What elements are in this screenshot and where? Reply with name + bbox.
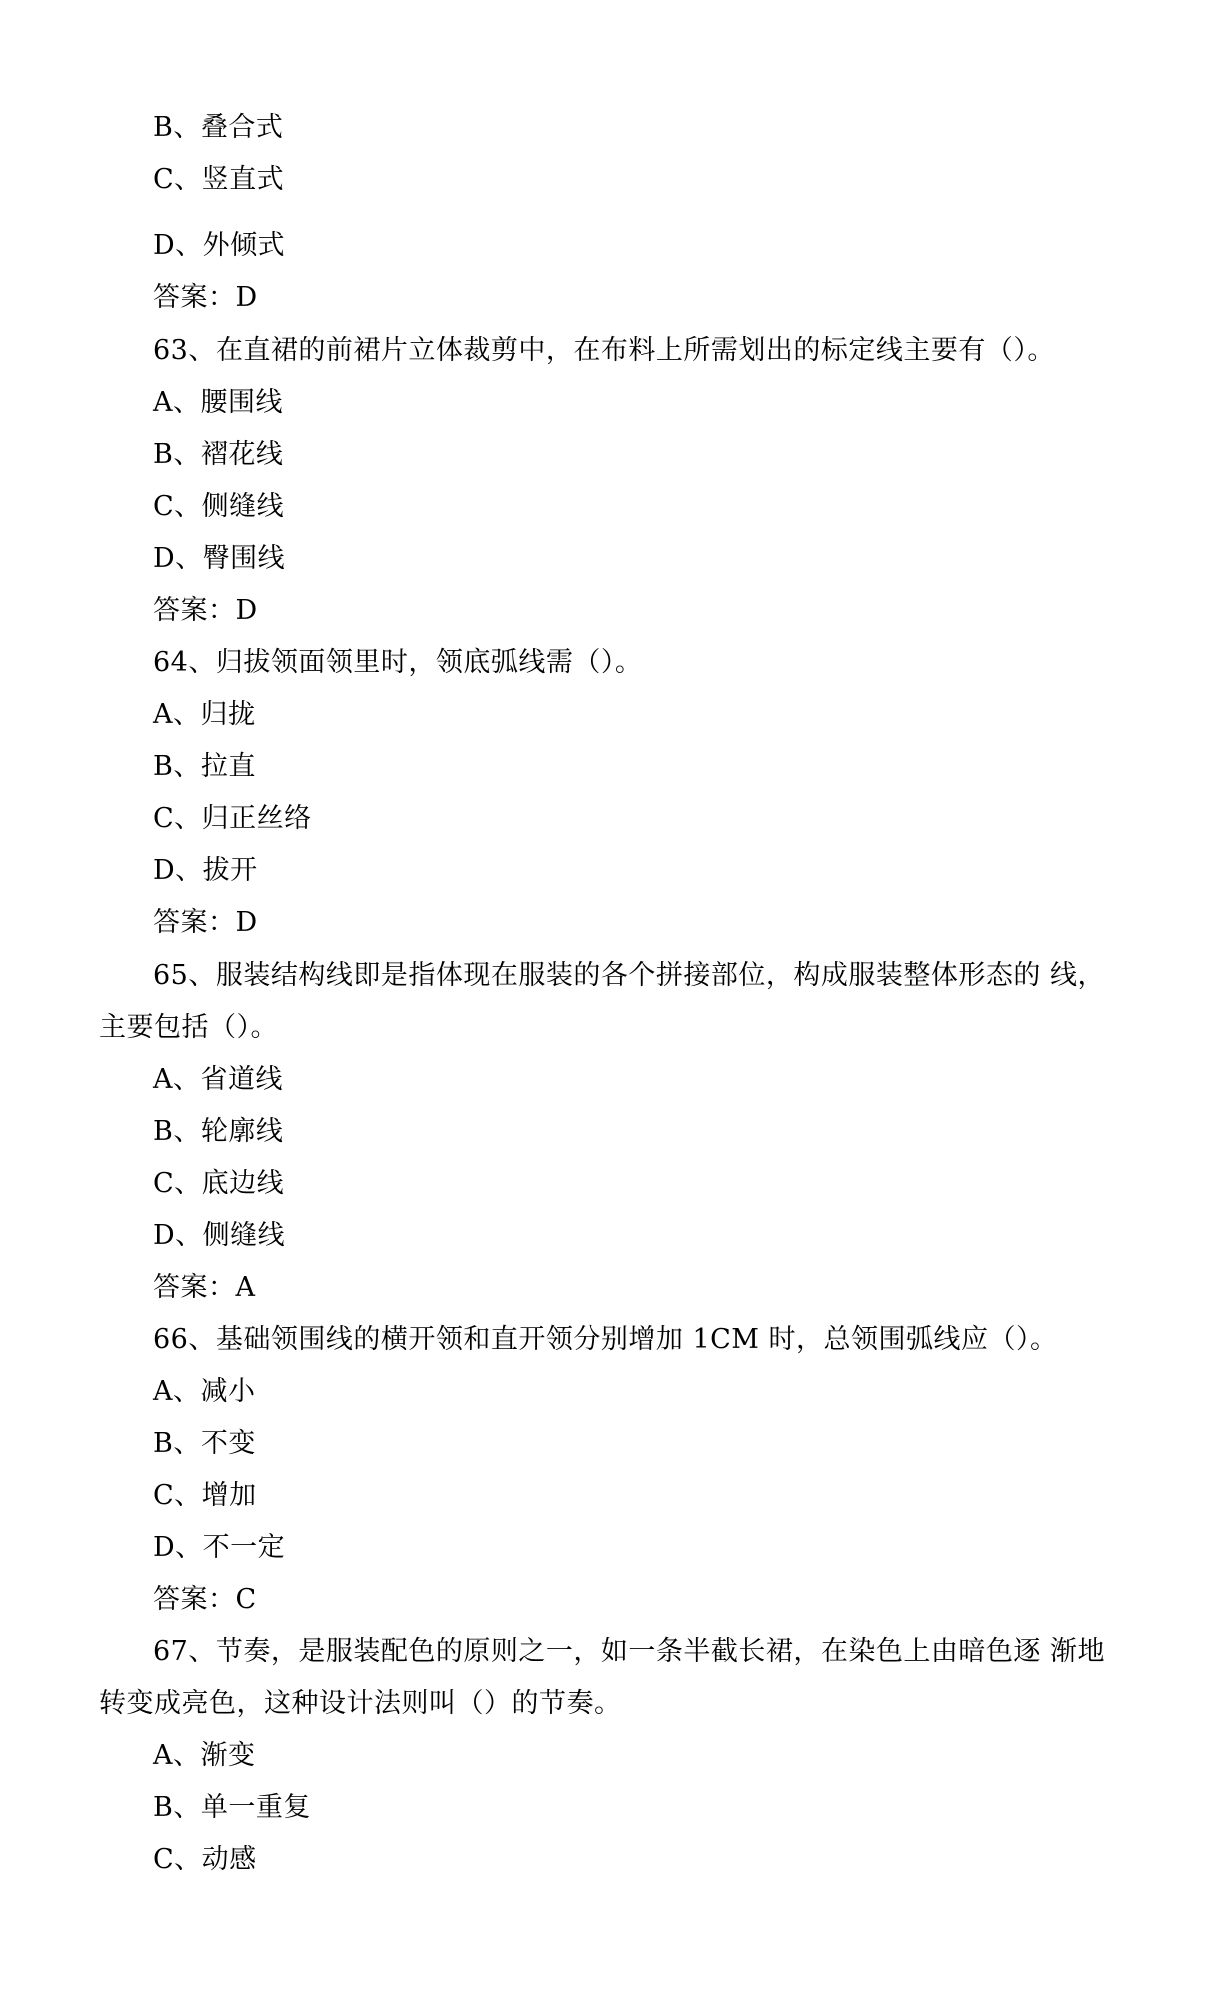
option-b: B、单一重复: [153, 1792, 311, 1823]
option-c: C、归正丝络: [153, 803, 312, 834]
question-67: 67、节奏，是服装配色的原则之一，如一条半截长裙，在染色上由暗色逐 渐地: [153, 1636, 1105, 1667]
answer-line: 答案：D: [153, 282, 258, 313]
option-b: B、叠合式: [153, 112, 284, 143]
option-b: B、不变: [153, 1428, 256, 1459]
option-d: D、外倾式: [153, 230, 286, 261]
option-d: D、臀围线: [153, 543, 286, 574]
question-66: 66、基础领围线的横开领和直开领分别增加 1CM 时，总领围弧线应（）。: [153, 1324, 1058, 1355]
option-b: B、轮廓线: [153, 1116, 284, 1147]
option-d: D、拔开: [153, 855, 258, 886]
question-65: 65、服装结构线即是指体现在服装的各个拼接部位，构成服装整体形态的 线，: [153, 960, 1105, 991]
question-65-continued: 主要包括（）。: [99, 1012, 278, 1043]
option-c: C、底边线: [153, 1168, 285, 1199]
option-c: C、侧缝线: [153, 491, 285, 522]
answer-line: 答案：D: [153, 907, 258, 938]
option-a: A、腰围线: [153, 387, 283, 418]
option-a: A、归拢: [153, 699, 256, 730]
question-63: 63、在直裙的前裙片立体裁剪中，在布料上所需划出的标定线主要有（）。: [153, 335, 1055, 366]
question-67-continued: 转变成亮色，这种设计法则叫（）的节奏。: [99, 1688, 622, 1719]
option-c: C、竖直式: [153, 164, 285, 195]
answer-line: 答案：D: [153, 595, 258, 626]
option-b: B、拉直: [153, 751, 256, 782]
question-64: 64、归拔领面领里时，领底弧线需（）。: [153, 647, 643, 678]
option-a: A、省道线: [153, 1064, 283, 1095]
option-c: C、增加: [153, 1480, 257, 1511]
answer-line: 答案：A: [153, 1272, 256, 1303]
option-d: D、侧缝线: [153, 1220, 286, 1251]
option-c: C、动感: [153, 1844, 257, 1875]
answer-line: 答案：C: [153, 1584, 257, 1615]
option-b: B、褶花线: [153, 439, 284, 470]
option-d: D、不一定: [153, 1532, 286, 1563]
option-a: A、减小: [153, 1376, 256, 1407]
option-a: A、渐变: [153, 1740, 256, 1771]
